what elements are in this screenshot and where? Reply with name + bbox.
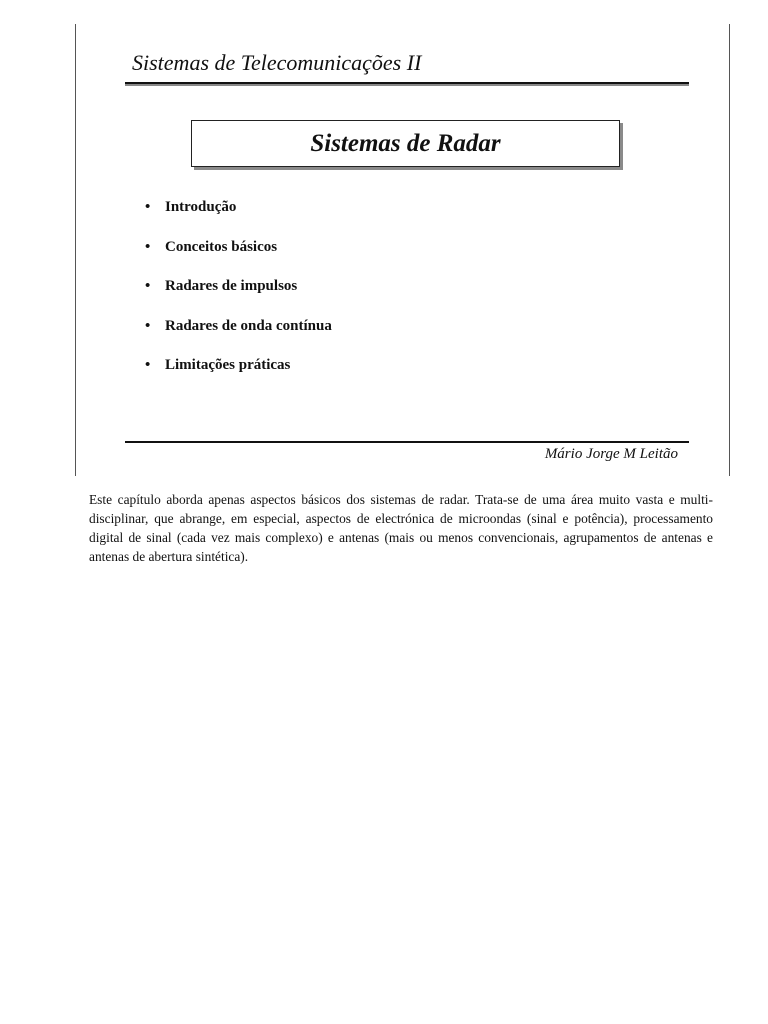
- course-title: Sistemas de Telecomunicações II: [132, 50, 422, 75]
- author-name: Mário Jorge M Leitão: [544, 446, 678, 462]
- list-item: [145, 354, 332, 394]
- list-item: [145, 275, 332, 315]
- list-item: [145, 196, 332, 236]
- bullet-icon: •: [145, 278, 151, 294]
- chapter-title: Sistemas de Radar: [310, 129, 501, 157]
- topic-label: Limitações práticas: [165, 357, 291, 373]
- intro-paragraph: Este capítulo aborda apenas aspectos básicos dos sistemas de radar. Trata-se de uma área muito vasta e multi-disciplinar, que abrange, em especial, aspectos de electrónica de microondas (sinal e potência), processamento digital de sinal (cada vez mais complexo) e antenas (mais ou menos convencionais, agrupamentos de antenas e antenas de abertura sintética).: [89, 492, 713, 564]
- bullet-icon: •: [145, 238, 151, 255]
- topic-list: [145, 196, 332, 394]
- bullet-icon: •: [145, 199, 151, 215]
- bullet-icon: •: [145, 357, 151, 373]
- topic-label: Radares de impulsos: [165, 278, 298, 294]
- left-border-line: [75, 24, 76, 476]
- header-divider: [125, 82, 689, 84]
- chapter-title-box: [191, 120, 620, 167]
- topic-label: Conceitos básicos: [165, 238, 278, 255]
- bullet-icon: •: [145, 317, 151, 334]
- list-item: [145, 315, 332, 355]
- topic-label: Introdução: [165, 199, 237, 215]
- right-border-line: [729, 24, 730, 476]
- footer-divider: [125, 441, 689, 443]
- topic-label: Radares de onda contínua: [165, 317, 332, 334]
- list-item: [145, 236, 332, 276]
